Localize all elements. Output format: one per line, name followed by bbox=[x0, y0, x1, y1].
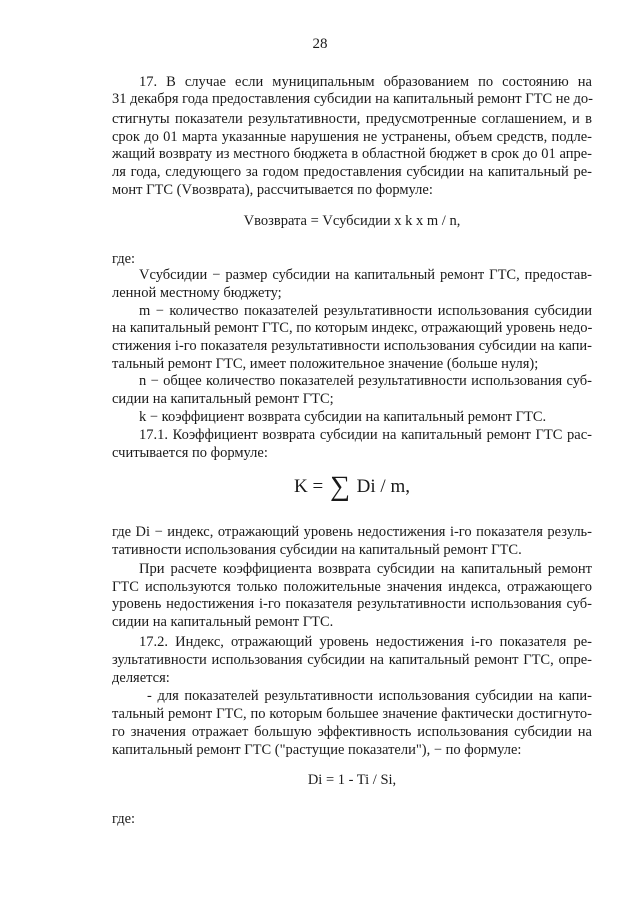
definition-line: сидии на капитальный ремонт ГТС; bbox=[112, 391, 334, 407]
text-line: где: bbox=[112, 811, 136, 827]
text-line: сидии на капитальный ремонт ГТС. bbox=[112, 614, 334, 630]
text-line: считывается по формуле: bbox=[112, 445, 268, 461]
text-line: стигнуты показатели результативности, предусмотренные соглашением, и в bbox=[112, 111, 592, 127]
text-line: - для показателей результативности использования субсидии на капи- bbox=[147, 688, 592, 704]
text-line: монт ГТС (Vвозврата), рассчитывается по формуле: bbox=[112, 182, 433, 198]
text-line: 31 декабря года предоставления субсидии на капитальный ремонт ГТС не до- bbox=[112, 91, 594, 107]
text-line: жащий возврату из местного бюджета в областной бюджет в срок до 01 апре- bbox=[112, 146, 592, 162]
formula-index: Di = 1 - Ti / Si, bbox=[307, 772, 397, 788]
text-line: ля года, следующего за годом предоставления субсидии на капитальный ре- bbox=[112, 164, 592, 180]
definition-line: Vсубсидии − размер субсидии на капитальный ремонт ГТС, предостав- bbox=[139, 267, 592, 283]
definition-line: на капитальный ремонт ГТС, по которым индекс, отражающий уровень недо- bbox=[112, 320, 593, 336]
text-line: 17.2. Индекс, отражающий уровень недостижения i-го показателя ре- bbox=[139, 634, 592, 650]
sigma-symbol: ∑ bbox=[329, 471, 350, 502]
formula-coefficient-right: Di / m, bbox=[356, 476, 410, 497]
text-line: капитальный ремонт ГТС ("растущие показатели"), − по формуле: bbox=[112, 742, 522, 758]
formula-coefficient bbox=[112, 471, 592, 503]
definition-line: m − количество показателей результативности использования субсидии bbox=[139, 303, 592, 319]
text-line: 17.1. Коэффициент возврата субсидии на капитальный ремонт ГТС рас- bbox=[139, 427, 592, 443]
definition-line: ленной местному бюджету; bbox=[112, 285, 282, 301]
text-line: 17. В случае если муниципальным образованием по состоянию на bbox=[139, 74, 592, 90]
text-line: тативности использования субсидии на капитальный ремонт ГТС. bbox=[112, 542, 522, 558]
text-line: го значения отражает большую эффективность использования субсидии на bbox=[112, 724, 592, 740]
text-line: уровень недостижения i-го показателя результативности использования суб- bbox=[112, 596, 592, 612]
page-number: 28 bbox=[312, 36, 328, 52]
text-line: где Di − индекс, отражающий уровень недостижения i-го показателя резуль- bbox=[112, 524, 592, 540]
definition-line: n − общее количество показателей результативности использования суб- bbox=[139, 373, 592, 389]
formula-return-volume: Vвозврата = Vсубсидии x k x m / n, bbox=[243, 213, 461, 229]
text-line: где: bbox=[112, 251, 136, 267]
definition-line: тальный ремонт ГТС, имеет положительное значение (больше нуля); bbox=[112, 356, 539, 372]
text-line: тальный ремонт ГТС, по которым большее значение фактически достигнуто- bbox=[112, 706, 592, 722]
text-line: ГТС используются только положительные значения индекса, отражающего bbox=[112, 579, 592, 595]
definition-line: стижения i-го показателя результативности использования субсидии на капи- bbox=[112, 338, 592, 354]
text-line: При расчете коэффициента возврата субсидии на капитальный ремонт bbox=[139, 561, 592, 577]
text-line: деляется: bbox=[112, 670, 170, 686]
text-line: срок до 01 марта указанные нарушения не устранены, объем средств, подле- bbox=[112, 129, 592, 145]
formula-coefficient-left: K = bbox=[294, 476, 324, 497]
text-line: зультативности использования субсидии на капитальный ремонт ГТС, опре- bbox=[112, 652, 592, 668]
definition-line: k − коэффициент возврата субсидии на капитальный ремонт ГТС. bbox=[139, 409, 547, 425]
